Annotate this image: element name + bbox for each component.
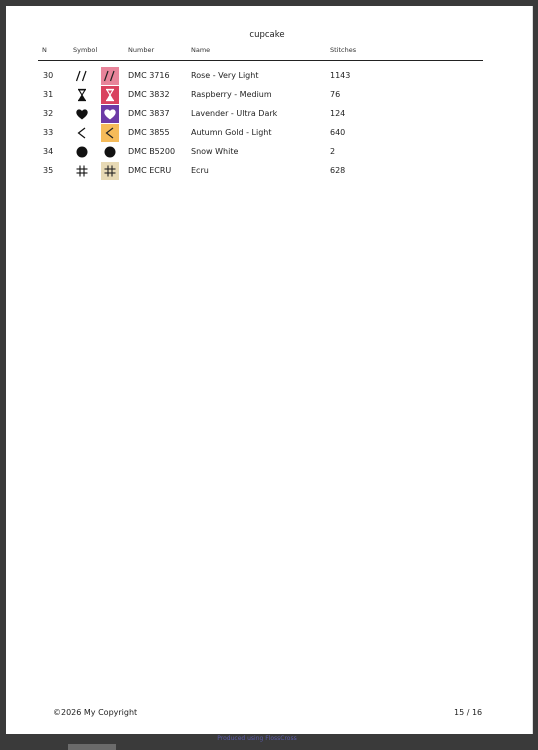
row-index: 34 xyxy=(43,147,54,156)
table-row xyxy=(6,104,532,123)
hash-icon xyxy=(103,164,117,178)
floss-number: DMC 3837 xyxy=(128,109,170,118)
color-swatch xyxy=(101,67,119,85)
floss-name: Ecru xyxy=(191,166,209,175)
copyright-text: ©2026 My Copyright xyxy=(53,708,138,717)
row-index: 33 xyxy=(43,128,54,137)
stitch-count: 628 xyxy=(330,166,346,175)
color-swatch xyxy=(101,143,119,161)
horizontal-scrollbar-thumb[interactable] xyxy=(68,744,116,750)
row-index: 30 xyxy=(43,71,54,80)
floss-number: DMC B5200 xyxy=(128,147,176,156)
page-title: cupcake xyxy=(249,30,285,40)
row-index: 35 xyxy=(43,166,54,175)
stitch-count: 640 xyxy=(330,128,346,137)
stitch-count: 76 xyxy=(330,90,341,99)
floss-name: Raspberry - Medium xyxy=(191,90,272,99)
page-number: 15 / 16 xyxy=(454,708,483,717)
column-header-n: N xyxy=(42,46,47,54)
floss-name: Snow White xyxy=(191,147,239,156)
color-swatch xyxy=(101,124,119,142)
floss-number: DMC 3832 xyxy=(128,90,170,99)
color-swatch xyxy=(101,105,119,123)
column-header-stitches: Stitches xyxy=(330,46,357,54)
double-slash-icon xyxy=(103,69,117,83)
floss-number: DMC ECRU xyxy=(128,166,172,175)
table-row xyxy=(6,85,532,104)
heart-icon xyxy=(103,107,117,121)
floss-number: DMC 3716 xyxy=(128,71,170,80)
produced-by-link[interactable]: Produced using FlossCross xyxy=(217,735,297,742)
hash-icon xyxy=(73,162,91,180)
floss-name: Rose - Very Light xyxy=(191,71,259,80)
chevron-left-icon xyxy=(73,124,91,142)
stitch-count: 1143 xyxy=(330,71,351,80)
color-swatch xyxy=(101,162,119,180)
column-header-symbol: Symbol xyxy=(73,46,98,54)
hourglass-icon xyxy=(103,88,117,102)
double-slash-icon xyxy=(73,67,91,85)
heart-icon xyxy=(73,105,91,123)
table-row xyxy=(6,123,532,142)
column-header-number: Number xyxy=(128,46,155,54)
floss-name: Autumn Gold - Light xyxy=(191,128,272,137)
row-index: 31 xyxy=(43,90,54,99)
stitch-count: 124 xyxy=(330,109,346,118)
floss-number: DMC 3855 xyxy=(128,128,170,137)
chevron-left-icon xyxy=(103,126,117,140)
dot-icon xyxy=(73,143,91,161)
hourglass-icon xyxy=(73,86,91,104)
table-row xyxy=(6,66,532,85)
row-index: 32 xyxy=(43,109,54,118)
table-row xyxy=(6,161,532,180)
header-divider xyxy=(38,60,483,61)
table-row xyxy=(6,142,532,161)
column-header-name: Name xyxy=(191,46,211,54)
color-swatch xyxy=(101,86,119,104)
dot-icon xyxy=(103,145,117,159)
stitch-count: 2 xyxy=(330,147,336,156)
floss-name: Lavender - Ultra Dark xyxy=(191,109,278,118)
pdf-page xyxy=(6,6,533,734)
